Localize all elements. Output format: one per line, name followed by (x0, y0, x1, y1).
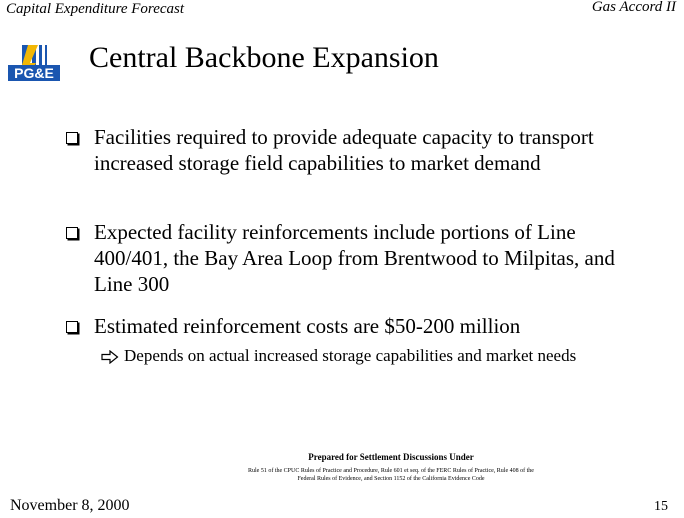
checkbox-bullet-icon (66, 321, 78, 333)
slide-title: Central Backbone Expansion (89, 41, 439, 74)
logo-text: PG&E (14, 65, 54, 81)
header-right-title: Gas Accord II (591, 0, 676, 15)
footer-rules: Rule 51 of the CPUC Rules of Practice and Procedure, Rule 601 et seq. of the FERC Rules of Practice, Rule 408 of the Federal Rules of Evidence, and Section 1152 of the California Evidence Code (248, 468, 534, 482)
pge-logo (8, 45, 60, 81)
footer-date: November 8, 2000 (10, 497, 130, 514)
sub-bullet-text: Depends on actual increased storage capabilities and market needs (124, 346, 577, 365)
bullet-text: Estimated reinforcement costs are $50-200 million (94, 314, 521, 338)
header-left-title: Capital Expenditure Forecast (6, 1, 185, 17)
footer-prepared: Prepared for Settlement Discussions Under (308, 452, 474, 462)
bullet-text: Facilities required to provide adequate capacity to transport increased storage field capabilities to market demand (94, 125, 594, 175)
checkbox-bullet-icon (66, 132, 78, 144)
pge-logo-icon (8, 45, 60, 81)
page-number: 15 (654, 499, 668, 514)
bullet-text: Expected facility reinforcements include portions of Line 400/401, the Bay Area Loop from Brentwood to Milpitas, and Line 300 (94, 220, 615, 296)
footer-disclaimer (246, 452, 536, 483)
checkbox-bullet-icon (66, 227, 78, 239)
arrow-right-icon (101, 347, 119, 371)
